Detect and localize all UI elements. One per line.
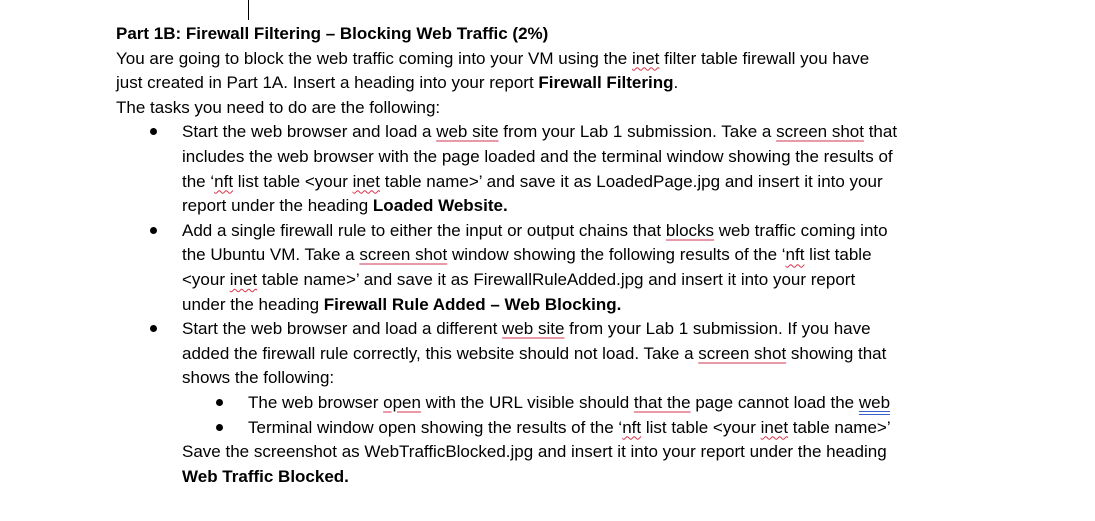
- list-item: [116, 317, 1076, 391]
- bullet-icon: [216, 391, 226, 416]
- text: from your Lab 1 submission. Take a: [498, 122, 777, 142]
- grammar-flag[interactable]: web site: [502, 319, 565, 339]
- bold-heading-name: Firewall Rule Added – Web Blocking.: [323, 294, 622, 314]
- text: list table <your: [233, 171, 353, 191]
- list-line: [248, 416, 1076, 441]
- text: Start the web browser and load a: [182, 122, 437, 142]
- sub-list-item: [116, 391, 1076, 416]
- closing-line-1: Save the screenshot as WebTrafficBlocked.jpg and insert it into your report under the heading: [182, 442, 887, 462]
- text: page cannot load the: [690, 392, 859, 412]
- bold-heading-name: Firewall Filtering: [538, 73, 674, 93]
- bold-heading-name: Web Traffic Blocked.: [182, 466, 349, 486]
- list-line: [182, 170, 1076, 195]
- list-line: [182, 243, 1076, 268]
- sub-list-item: [116, 416, 1076, 441]
- list-line: [182, 293, 1076, 318]
- grammar-flag[interactable]: open: [383, 392, 421, 412]
- text: with the URL visible should: [420, 392, 634, 412]
- list-line: [182, 219, 1076, 244]
- list-line: [182, 268, 1076, 293]
- text-cursor: [248, 0, 249, 20]
- text: window showing the following results of the ‘: [447, 245, 786, 265]
- list-line: [182, 317, 1076, 342]
- grammar-flag[interactable]: screen shot: [698, 343, 787, 363]
- list-item: [116, 120, 1076, 218]
- grammar-flag[interactable]: screen shot: [776, 122, 864, 142]
- text: report under the heading: [182, 196, 373, 216]
- closing-line-2: [116, 465, 1076, 490]
- grammar-flag[interactable]: that the: [633, 392, 691, 412]
- grammar-flag[interactable]: blocks: [665, 220, 715, 240]
- text: list table <your: [641, 417, 761, 437]
- text: .: [673, 73, 679, 93]
- text: web traffic coming into: [714, 220, 888, 240]
- bullet-icon: [150, 219, 160, 244]
- list-item: [116, 219, 1076, 317]
- spellcheck-word[interactable]: nft: [785, 245, 805, 265]
- text: You are going to block the web traffic coming into your VM using the: [116, 48, 632, 68]
- bullet-icon: [216, 416, 226, 441]
- list-line: [182, 120, 1076, 145]
- text: the Ubuntu VM. Take a: [182, 245, 360, 265]
- intro-line-2: [116, 71, 1076, 96]
- document-page: [116, 22, 1076, 489]
- bold-heading-name: Loaded Website.: [372, 196, 508, 216]
- text: table name>’: [788, 417, 891, 437]
- spellcheck-word[interactable]: inet: [352, 171, 380, 191]
- spellcheck-word[interactable]: nft: [214, 171, 234, 191]
- list-line: includes the web browser with the page loaded and the terminal window showing the results of: [182, 146, 893, 166]
- text: showing that: [786, 343, 887, 363]
- bullet-icon: [150, 120, 160, 145]
- spellcheck-word[interactable]: inet: [760, 417, 789, 437]
- grammar-flag[interactable]: screen shot: [359, 245, 448, 265]
- text: from your Lab 1 submission. If you have: [564, 319, 871, 339]
- bullet-icon: [150, 317, 160, 342]
- text: Start the web browser and load a different: [182, 319, 503, 339]
- intro-line-3: The tasks you need to do are the following:: [116, 97, 441, 117]
- style-flag[interactable]: web: [858, 392, 891, 412]
- list-line: [182, 342, 1076, 367]
- spellcheck-word[interactable]: inet: [631, 48, 660, 68]
- list-line: shows the following:: [182, 368, 335, 388]
- text: The web browser: [248, 392, 384, 412]
- text: table name>’ and save it as LoadedPage.jpg and insert it into your: [380, 171, 883, 191]
- text: just created in Part 1A. Insert a heading into your report: [116, 73, 539, 93]
- text: table name>’ and save it as FirewallRuleAdded.jpg and insert it into your report: [257, 269, 856, 289]
- spellcheck-word[interactable]: inet: [229, 269, 258, 289]
- text: list table: [804, 245, 872, 265]
- text: added the firewall rule correctly, this website should not load. Take a: [182, 343, 699, 363]
- spellcheck-word[interactable]: nft: [622, 417, 642, 437]
- text: Terminal window open showing the results of the ‘: [248, 417, 623, 437]
- text: that: [863, 122, 898, 142]
- section-heading: Part 1B: Firewall Filtering – Blocking Web Traffic (2%): [116, 24, 549, 43]
- grammar-flag[interactable]: web site: [436, 122, 499, 142]
- list-line: [182, 194, 1076, 219]
- list-line: [248, 391, 1076, 416]
- text: filter table firewall you have: [659, 48, 870, 68]
- text: under the heading: [182, 294, 324, 314]
- intro-line-1: [116, 47, 1076, 72]
- text: Add a single firewall rule to either the input or output chains that: [182, 220, 666, 240]
- text: <your: [182, 269, 230, 289]
- text: the ‘: [182, 171, 215, 191]
